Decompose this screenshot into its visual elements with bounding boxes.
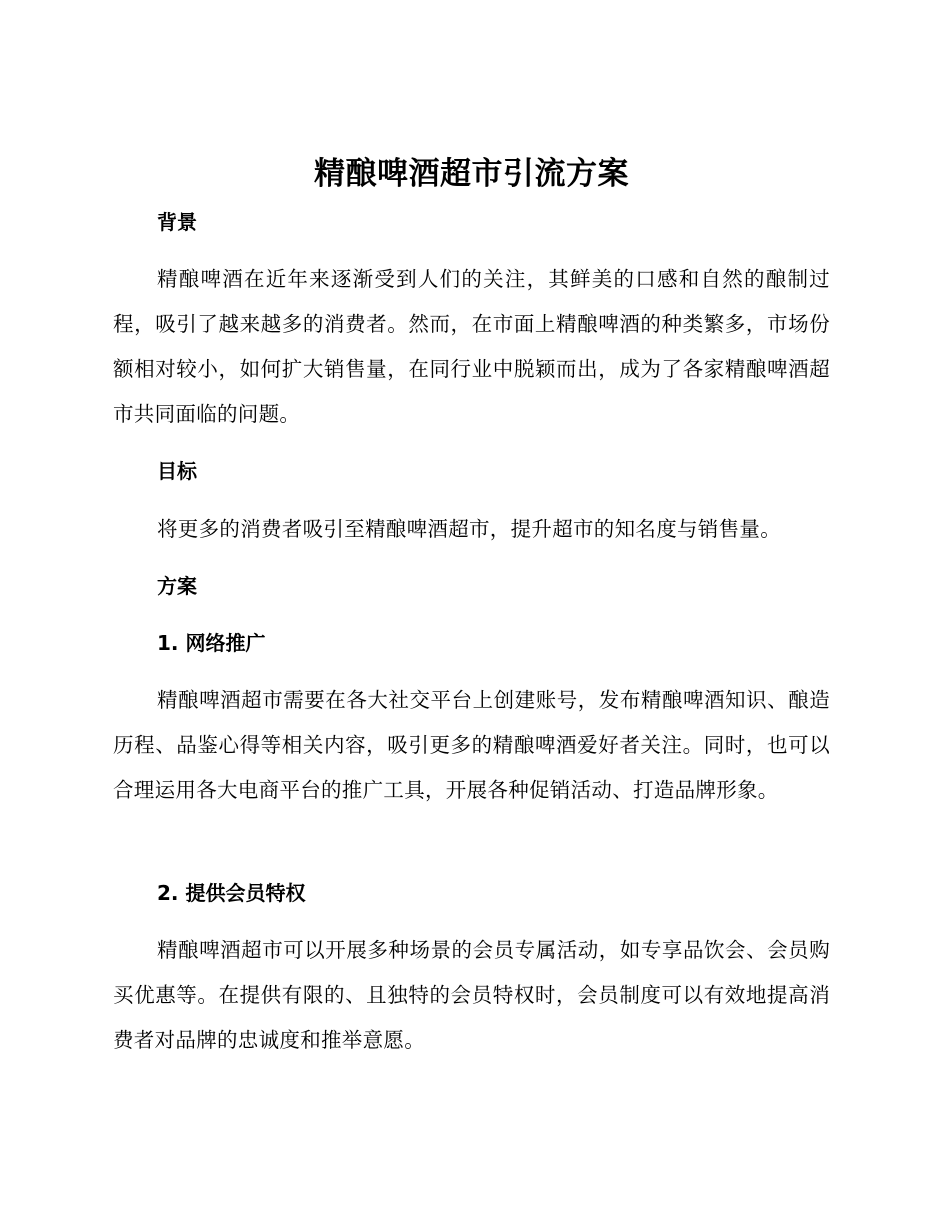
page-title: 精酿啤酒超市引流方案: [314, 156, 629, 192]
section-text-goal: 将更多的消费者吸引至精酿啤酒超市，提升超市的知名度与销售量。: [157, 517, 781, 541]
plan-item-heading-1: 1. 网络推广: [157, 631, 266, 655]
section-text-background: 精酿啤酒在近年来逐渐受到人们的关注，其鲜美的口感和自然的酿制过程，吸引了越来越多的消费者。然而，在市面上精酿啤酒的种类繁多，市场份额相对较小，如何扩大销售量，在同行业中脱颖而出，成为了各家精酿啤酒超市共同面临的问题。: [113, 267, 830, 426]
plan-item-heading-2: 2. 提供会员特权: [157, 881, 306, 905]
section-heading-plan: 方案: [157, 574, 197, 598]
plan-item-text-2: 精酿啤酒超市可以开展多种场景的会员专属活动，如专享品饮会、会员购买优惠等。在提供有限的、且独特的会员特权时，会员制度可以有效地提高消费者对品牌的忠诚度和推举意愿。: [113, 938, 830, 1052]
section-heading-background: 背景: [157, 210, 197, 234]
section-heading-goal: 目标: [157, 459, 197, 483]
plan-item-text-1: 精酿啤酒超市需要在各大社交平台上创建账号，发布精酿啤酒知识、酿造历程、品鉴心得等相关内容，吸引更多的精酿啤酒爱好者关注。同时，也可以合理运用各大电商平台的推广工具，开展各种促销活动、打造品牌形象。: [113, 688, 830, 802]
